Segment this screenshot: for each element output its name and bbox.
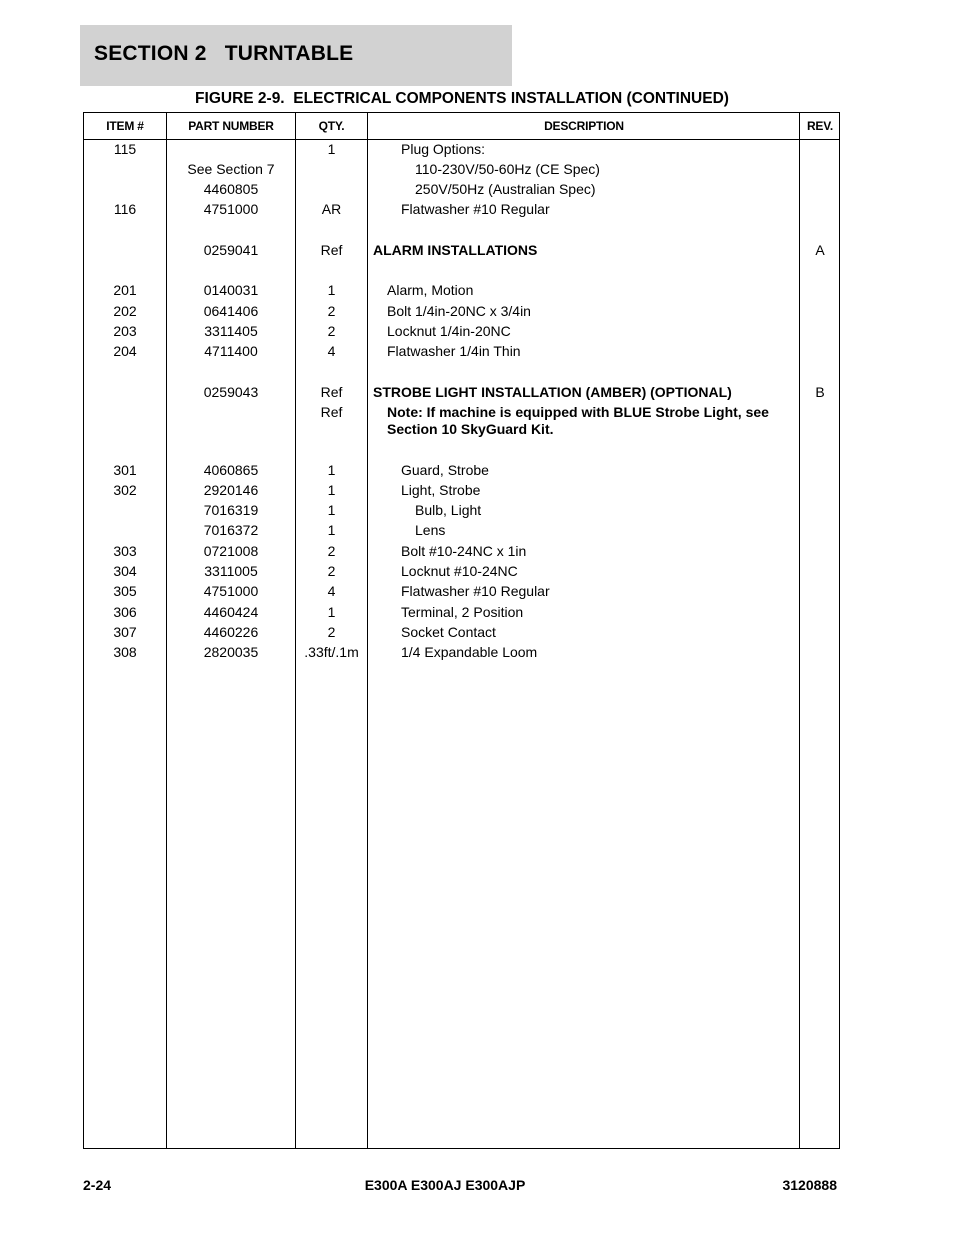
quantity: Ref bbox=[320, 242, 343, 258]
item-number: 201 bbox=[113, 282, 137, 298]
description: Note: If machine is equipped with BLUE Strobe Light, see bbox=[387, 404, 769, 420]
header-item: ITEM # bbox=[106, 119, 144, 133]
part-number: 4751000 bbox=[203, 201, 259, 217]
section-title: SECTION 2 TURNTABLE bbox=[94, 42, 354, 65]
part-number: 3311005 bbox=[204, 563, 258, 579]
description: Bolt 1/4in-20NC x 3/4in bbox=[387, 303, 531, 319]
description: STROBE LIGHT INSTALLATION (AMBER) (OPTIONAL) bbox=[373, 384, 732, 400]
description: ALARM INSTALLATIONS bbox=[373, 242, 538, 258]
description: Socket Contact bbox=[401, 624, 496, 640]
quantity: AR bbox=[321, 201, 342, 217]
quantity: 1 bbox=[327, 482, 336, 498]
item-number: 302 bbox=[113, 482, 137, 498]
description: Flatwasher 1/4in Thin bbox=[387, 343, 521, 359]
description: Bulb, Light bbox=[415, 502, 482, 518]
item-number: 115 bbox=[113, 141, 137, 157]
description: 250V/50Hz (Australian Spec) bbox=[415, 181, 596, 197]
part-number: 0140031 bbox=[203, 282, 259, 298]
part-number: 4460805 bbox=[203, 181, 259, 197]
description: Flatwasher #10 Regular bbox=[401, 583, 550, 599]
description: Light, Strobe bbox=[401, 482, 481, 498]
quantity: 2 bbox=[327, 303, 336, 319]
part-number: 4460226 bbox=[203, 624, 259, 640]
revision: A bbox=[815, 242, 825, 258]
quantity: 4 bbox=[327, 343, 336, 359]
quantity: 1 bbox=[327, 462, 336, 478]
part-number: 2920146 bbox=[203, 482, 259, 498]
item-number: 307 bbox=[113, 624, 137, 640]
quantity: 2 bbox=[327, 624, 336, 640]
model-numbers: E300A E300AJ E300AJP bbox=[364, 1177, 526, 1193]
description: Bolt #10-24NC x 1in bbox=[401, 543, 527, 559]
item-number: 301 bbox=[113, 462, 137, 478]
quantity: 1 bbox=[327, 282, 336, 298]
description: Locknut 1/4in-20NC bbox=[387, 323, 511, 339]
part-number: 3311405 bbox=[204, 323, 258, 339]
quantity: 2 bbox=[327, 563, 336, 579]
section-banner bbox=[80, 25, 512, 86]
item-number: 306 bbox=[113, 604, 137, 620]
document-number: 3120888 bbox=[782, 1177, 837, 1193]
item-number: 203 bbox=[113, 323, 137, 339]
description: Locknut #10-24NC bbox=[401, 563, 518, 579]
quantity: 1 bbox=[327, 604, 336, 620]
item-number: 116 bbox=[113, 201, 137, 217]
quantity: .33ft/.1m bbox=[304, 644, 359, 660]
item-number: 303 bbox=[113, 543, 137, 559]
part-number: 0259041 bbox=[203, 242, 259, 258]
part-number: 0721008 bbox=[203, 543, 259, 559]
item-number: 305 bbox=[113, 583, 137, 599]
part-number: 4060865 bbox=[203, 462, 259, 478]
quantity: 4 bbox=[327, 583, 336, 599]
item-number: 202 bbox=[113, 303, 137, 319]
quantity: Ref bbox=[320, 404, 343, 420]
part-number: 7016319 bbox=[203, 502, 259, 518]
header-description: DESCRIPTION bbox=[544, 119, 624, 133]
header-part-number: PART NUMBER bbox=[188, 119, 274, 133]
quantity: 1 bbox=[327, 141, 336, 157]
description: Alarm, Motion bbox=[387, 282, 474, 298]
part-number: 2820035 bbox=[203, 644, 259, 660]
item-number: 308 bbox=[113, 644, 137, 660]
quantity: Ref bbox=[320, 384, 343, 400]
quantity: 1 bbox=[327, 522, 336, 538]
figure-title: FIGURE 2-9. ELECTRICAL COMPONENTS INSTALLATION (CONTINUED) bbox=[195, 90, 729, 107]
part-number: See Section 7 bbox=[187, 161, 275, 177]
header-qty: QTY. bbox=[318, 119, 345, 133]
header-rev: REV. bbox=[806, 119, 834, 133]
item-number: 204 bbox=[113, 343, 137, 359]
parts-table bbox=[83, 112, 840, 1149]
part-number: 4751000 bbox=[203, 583, 259, 599]
description: Terminal, 2 Position bbox=[401, 604, 524, 620]
revision: B bbox=[815, 384, 825, 400]
description: Lens bbox=[415, 522, 446, 538]
item-number: 304 bbox=[113, 563, 137, 579]
description: 1/4 Expandable Loom bbox=[401, 644, 538, 660]
column-divider bbox=[367, 113, 368, 1148]
description: Plug Options: bbox=[401, 141, 486, 157]
quantity: 2 bbox=[327, 323, 336, 339]
part-number: 0259043 bbox=[203, 384, 259, 400]
description: Flatwasher #10 Regular bbox=[401, 201, 550, 217]
quantity: 2 bbox=[327, 543, 336, 559]
header-divider bbox=[84, 139, 839, 140]
part-number: 7016372 bbox=[203, 522, 259, 538]
quantity: 1 bbox=[327, 502, 336, 518]
description: 110-230V/50-60Hz (CE Spec) bbox=[415, 161, 600, 177]
part-number: 4711400 bbox=[204, 343, 258, 359]
description: Section 10 SkyGuard Kit. bbox=[387, 421, 554, 437]
part-number: 0641406 bbox=[203, 303, 259, 319]
part-number: 4460424 bbox=[203, 604, 259, 620]
description: Guard, Strobe bbox=[401, 462, 489, 478]
page-number: 2-24 bbox=[83, 1177, 112, 1193]
